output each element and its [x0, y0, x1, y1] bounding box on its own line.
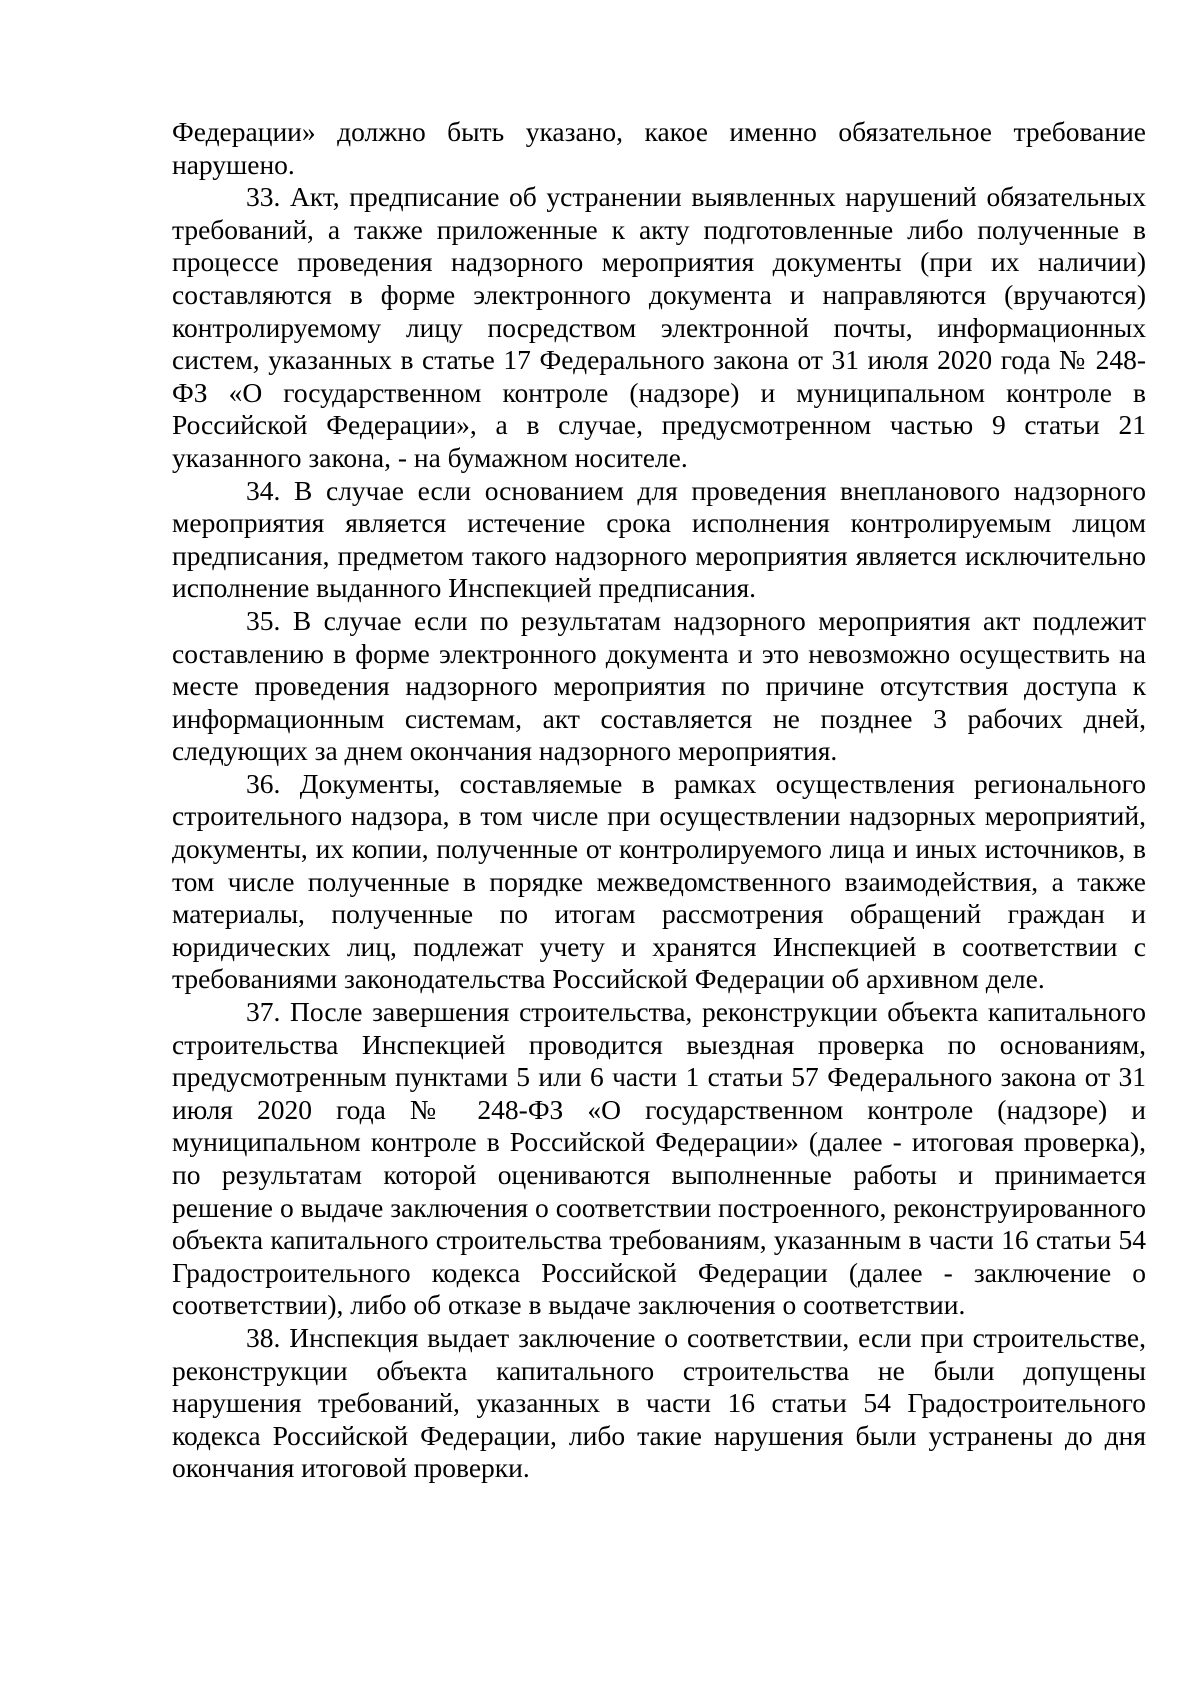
- paragraph-32-continuation: Федерации» должно быть указано, какое именно обязательное требование нарушено.: [172, 116, 1146, 180]
- paragraph-36: 36. Документы, составляемые в рамках осуществления регионального строительного надзора, в том числе при осуществлении надзорных мероприятий, документы, их копии, полученные от контролируемого лица и иных источников, в том числе полученные в порядке межведомственного взаимодействия, а также материалы, полученные по итогам рассмотрения обращений граждан и юридических лиц, подлежат учету и хранятся Инспекцией в соответствии с требованиями законодательства Российской Федерации об архивном деле.: [172, 767, 1146, 995]
- paragraph-34: 34. В случае если основанием для проведения внепланового надзорного мероприятия является истечение срока исполнения контролируемым лицом предписания, предметом такого надзорного мероприятия является исключительно исполнение выданного Инспекцией предписания.: [172, 474, 1146, 604]
- paragraph-38: 38. Инспекция выдает заключение о соответствии, если при строительстве, реконструкции объекта капитального строительства не были допущены нарушения требований, указанных в части 16 статьи 54 Градостроительного кодекса Российской Федерации, либо такие нарушения были устранены до дня окончания итоговой проверки.: [172, 1321, 1146, 1484]
- paragraph-35: 35. В случае если по результатам надзорного мероприятия акт подлежит составлению в форме электронного документа и это невозможно осуществить на месте проведения надзорного мероприятия по причине отсутствия доступа к информационным системам, акт составляется не позднее 3 рабочих дней, следующих за днем окончания надзорного мероприятия.: [172, 604, 1146, 767]
- paragraph-33: 33. Акт, предписание об устранении выявленных нарушений обязательных требований, а также приложенные к акту подготовленные либо полученные в процессе проведения надзорного мероприятия документы (при их наличии) составляются в форме электронного документа и направляются (вручаются) контролируемому лицу посредством электронной почты, информационных систем, указанных в статье 17 Федерального закона от 31 июля 2020 года № 248-ФЗ «О государственном контроле (надзоре) и муниципальном контроле в Российской Федерации», а в случае, предусмотренном частью 9 статьи 21 указанного закона, - на бумажном носителе.: [172, 181, 1146, 473]
- paragraph-37: 37. После завершения строительства, реконструкции объекта капитального строительства Инспекцией проводится выездная проверка по основаниям, предусмотренным пунктами 5 или 6 части 1 статьи 57 Федерального закона от 31 июля 2020 года № 248-ФЗ «О государственном контроле (надзоре) и муниципальном контроле в Российской Федерации» (далее - итоговая проверка), по результатам которой оцениваются выполненные работы и принимается решение о выдаче заключения о соответствии построенного, реконструированного объекта капитального строительства требованиям, указанным в части 16 статьи 54 Градостроительного кодекса Российской Федерации (далее - заключение о соответствии), либо об отказе в выдаче заключения о соответствии.: [172, 996, 1146, 1321]
- document-body: [172, 116, 1146, 1485]
